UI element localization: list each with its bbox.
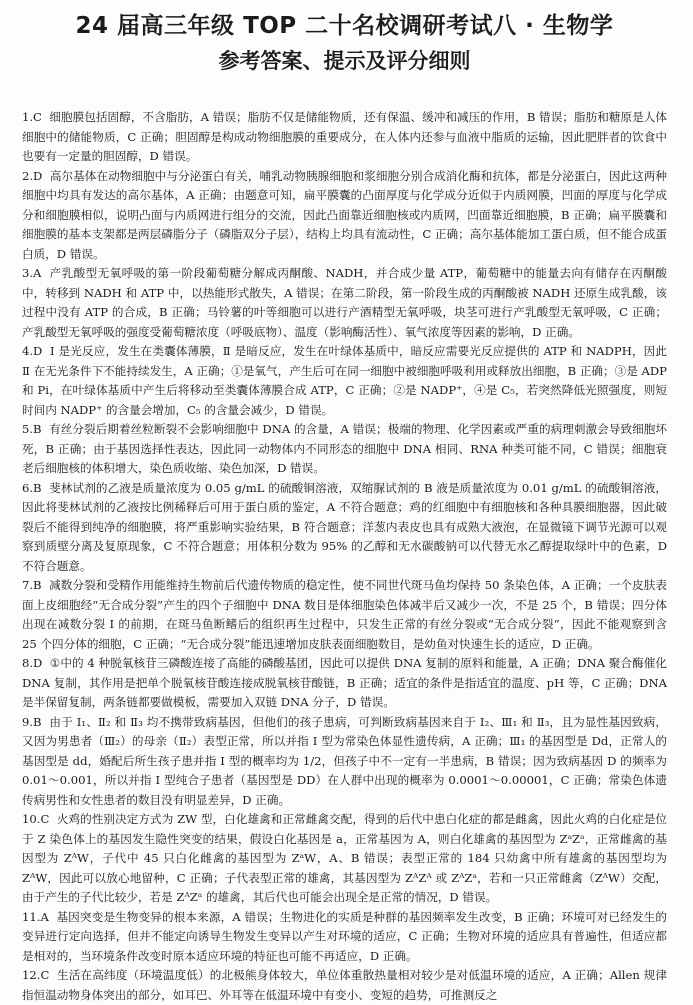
answer-item xyxy=(22,420,667,479)
answer-number: 6.B xyxy=(22,480,42,495)
answer-explanation: 细胞膜包括固醇，不含脂肪，A 错误；脂肪不仅是储能物质，还有保温、缓冲和减压的作用，B 错误；脂肪和糖原是人体细胞中的储能物质，C 正确；胆固醇是构成动物细胞膜的重要成分，在人体内还参与血液中脂质的运输，因此肥胖者的饮食中也要有一定量的胆固醇，D 错误。 xyxy=(22,110,667,163)
answer-item xyxy=(22,810,667,908)
answer-number: 7.B xyxy=(22,578,42,592)
answer-item xyxy=(22,713,667,811)
answer-item xyxy=(22,576,667,654)
answer-explanation: 产乳酸型无氧呼吸的第一阶段葡萄糖分解成丙酮酸、NADH，并合成少量 ATP，葡萄糖中的能量去向有储存在丙酮酸中，转移到 NADH 和 ATP 中，以热能形式散失，A 错误；在第二阶段，第一阶段生成的丙酮酸被 NADH 还原生成乳酸，该过程中没有 ATP 的合成，B 正确；马铃薯的叶等细胞可以进行产酒精型无氧呼吸，块茎可进行产乳酸型无氧呼吸，C 正确；产乳酸型无氧呼吸的强度受葡萄糖浓度（呼吸底物）、温度（影响酶活性）、氧气浓度等因素的影响，D 正确。 xyxy=(22,266,667,339)
answer-explanation: Ⅰ 是光反应，发生在类囊体薄膜，Ⅱ 是暗反应，发生在叶绿体基质中，暗反应需要光反应提供的 ATP 和 NADPH，因此 Ⅱ 在无光条件下不能持续发生，A 正确；①是氧气，产生后可在同一细胞中被细胞呼吸利用或释放出细胞，B 正确；③是 ADP 和 Pi，在叶绿体基质中产生后将移动至类囊体薄膜合成 ATP，C 正确；②是 NADP⁺，④是 C₅，若突然降低光照强度，则短时间内 NADP⁺ 的含量会增加，C₅ 的含量会减少，D 错误。 xyxy=(22,344,668,417)
answer-item xyxy=(22,264,667,342)
answer-number: 2.D xyxy=(22,168,43,183)
answer-number: 1.C xyxy=(22,110,42,124)
answer-list xyxy=(22,108,667,1005)
answer-explanation: 火鸡的性别决定方式为 ZW 型，白化雄禽和正常雌禽交配，得到的后代中患白化症的都是雌禽，因此火鸡的白化症是位于 Z 染色体上的基因发生隐性突变的结果，假设白化基因是 a，正常基因为 A，则白化雄禽的基因型为 ZᵃZᵃ，正常雌禽的基因型为 ZᴬW，子代中 45 只白化雌禽的基因型为 ZᵃW，A、B 错误；表型正常的 184 只幼禽中所有雄禽的基因型均为 ZᴬW，因此可以放心地留种，C 正确；子代表型正常的雄禽，其基因型为 ZᴬZᴬ 或 ZᴬZᵃ，若和一只正常雌禽（ZᴬW）交配，由于产生的子代比较少，若是 ZᴬZᵃ 的雄禽，其后代也可能会出现全是正常的情况，D 错误。 xyxy=(22,812,667,904)
answer-number: 9.B xyxy=(22,714,42,729)
answer-item xyxy=(22,479,667,577)
answer-explanation: 有丝分裂后期着丝粒断裂不会影响细胞中 DNA 的含量，A 错误；极端的物理、化学因素或严重的病理刺激会导致细胞坏死，B 正确；由于基因选择性表达，因此同一动物体内不同形态的细胞中 DNA 相同、RNA 种类可能不同，C 错误；细胞衰老后细胞核的体积增大，染色质收缩、染色加深，D 错误。 xyxy=(22,422,668,475)
answer-item xyxy=(22,167,667,265)
answer-explanation: 高尔基体在动物细胞中与分泌蛋白有关，哺乳动物胰腺细胞和浆细胞分别合成消化酶和抗体，都是分泌蛋白，因此这两种细胞中均具有发达的高尔基体，A 正确；由题意可知，扁平膜囊的凸面厚度与化学成分近似于内质网膜，凹面的厚度与化学成分和细胞膜相似，说明凸面与内质网进行组分的交流，因此凸面靠近细胞核或内质网，凹面靠近细胞膜，B 正确；扁平膜囊和细胞膜的基本支架都是两层磷脂分子（磷脂双分子层），结构上均具有流动性，C 正确；高尔基体能加工蛋白质，但不能合成蛋白质，D 错误。 xyxy=(22,168,667,261)
answer-item xyxy=(22,108,667,167)
answer-explanation: 生活在高纬度（环境温度低）的北极熊身体较大，单位体重散热量相对较少是对低温环境的适应，A 正确；Allen 规律指恒温动物身体突出的部分，如耳巴、外耳等在低温环境中有变小、变短的趋势，可推测反之 xyxy=(22,968,667,1002)
answer-explanation: 由于 Ⅰ₁、Ⅱ₂ 和 Ⅱ₃ 均不携带致病基因，但他们的孩子患病，可判断致病基因来自于 Ⅰ₂、Ⅲ₁ 和 Ⅱ₃，且为显性基因致病，又因为男患者（Ⅲ₂）的母亲（Ⅱ₂）表型正常，所以并指 Ⅰ 型为常染色体显性遗传病，A 正确；Ⅲ₁ 的基因型是 Dd，正常人的基因型是 dd，婚配后所生孩子患并指 Ⅰ 型的概率均为 1/2，但孩子中不一定有一半患病，B 错误；因为致病基因 D 的频率为 0.01～0.001，所以并指 Ⅰ 型纯合子患者（基因型是 DD）在人群中出现的概率为 0.0001～0.00001，C 正确；常染色体遗传病男性和女性患者的数目没有明显差异，D 正确。 xyxy=(22,714,668,807)
answer-explanation: ①中的 4 种脱氧核苷三磷酸连接了高能的磷酸基团，因此可以提供 DNA 复制的原料和能量，A 正确；DNA 聚合酶催化 DNA 复制，其作用是把单个脱氧核苷酸连接成脱氧核苷酸链，B 正确；适宜的条件是指适宜的温度、pH 等，C 正确；DNA 是半保留复制，两条链都要做模板，需要加入双链 DNA 分子，D 错误。 xyxy=(22,656,667,709)
answer-item xyxy=(22,342,667,420)
answer-number: 10.C xyxy=(22,812,50,826)
answer-number: 12.C xyxy=(22,968,50,982)
answer-number: 3.A xyxy=(22,266,42,280)
answer-item xyxy=(22,654,667,713)
answer-explanation: 减数分裂和受精作用能维持生物前后代遗传物质的稳定性，使不同世代斑马鱼均保持 50 条染色体，A 正确；一个皮肤表面上皮细胞经“无合成分裂”产生的四个子细胞中 DNA 数目是体细胞染色体减半后又减少一次，不是 25 个，B 错误；四分体出现在减数分裂 Ⅰ 的前期，在斑马鱼断鳍后的组织再生过程中，只发生正常的有丝分裂或“无合成分裂”，因此不能观察到含 25 个四分体的细胞，C 正确；“无合成分裂”能迅速增加皮肤表面细胞数目，是幼鱼对快速生长的适应，D 正确。 xyxy=(22,578,667,651)
answer-number: 8.D xyxy=(22,656,43,670)
answer-number: 11.A xyxy=(22,909,49,924)
answer-number: 4.D xyxy=(22,344,43,358)
answer-item xyxy=(22,966,667,1005)
answer-explanation: 基因突变是生物变异的根本来源，A 错误；生物进化的实质是种群的基因频率发生改变，B 正确；环境可对已经发生的变异进行定向选择，但并不能定向诱导生物发生变异以产生对环境的适应，C 正确；生物对环境的适应具有普遍性，但适应都是相对的，当环境条件改变时原本适应环境的特征也可能不再适应，D 正确。 xyxy=(22,909,667,963)
document-subtitle: 参考答案、提示及评分细则 xyxy=(218,49,471,73)
answer-number: 5.B xyxy=(22,422,42,436)
answer-item xyxy=(22,908,667,967)
document-title: 24 届高三年级 TOP 二十名校调研考试八 · 生物学 xyxy=(75,13,614,39)
answer-explanation: 斐林试剂的乙液是质量浓度为 0.05 g/mL 的硫酸铜溶液，双缩脲试剂的 B 液是质量浓度为 0.01 g/mL 的硫酸铜溶液，因此将斐林试剂的乙液按比例稀释后可用于蛋白质的鉴定，A 不符合题意；鸡的红细胞中有细胞核和各种具膜细胞器，因此破裂后不能得到纯净的细胞膜，将严重影响实验结果，B 符合题意；洋葱内表皮也具有成熟大液泡，在显微镜下调节光源可以观察到质壁分离及复原现象，C 不符合题意；用体积分数为 95% 的乙醇和无水碳酸钠可以代替无水乙醇提取绿叶中的色素，D 不符合题意。 xyxy=(22,480,667,573)
